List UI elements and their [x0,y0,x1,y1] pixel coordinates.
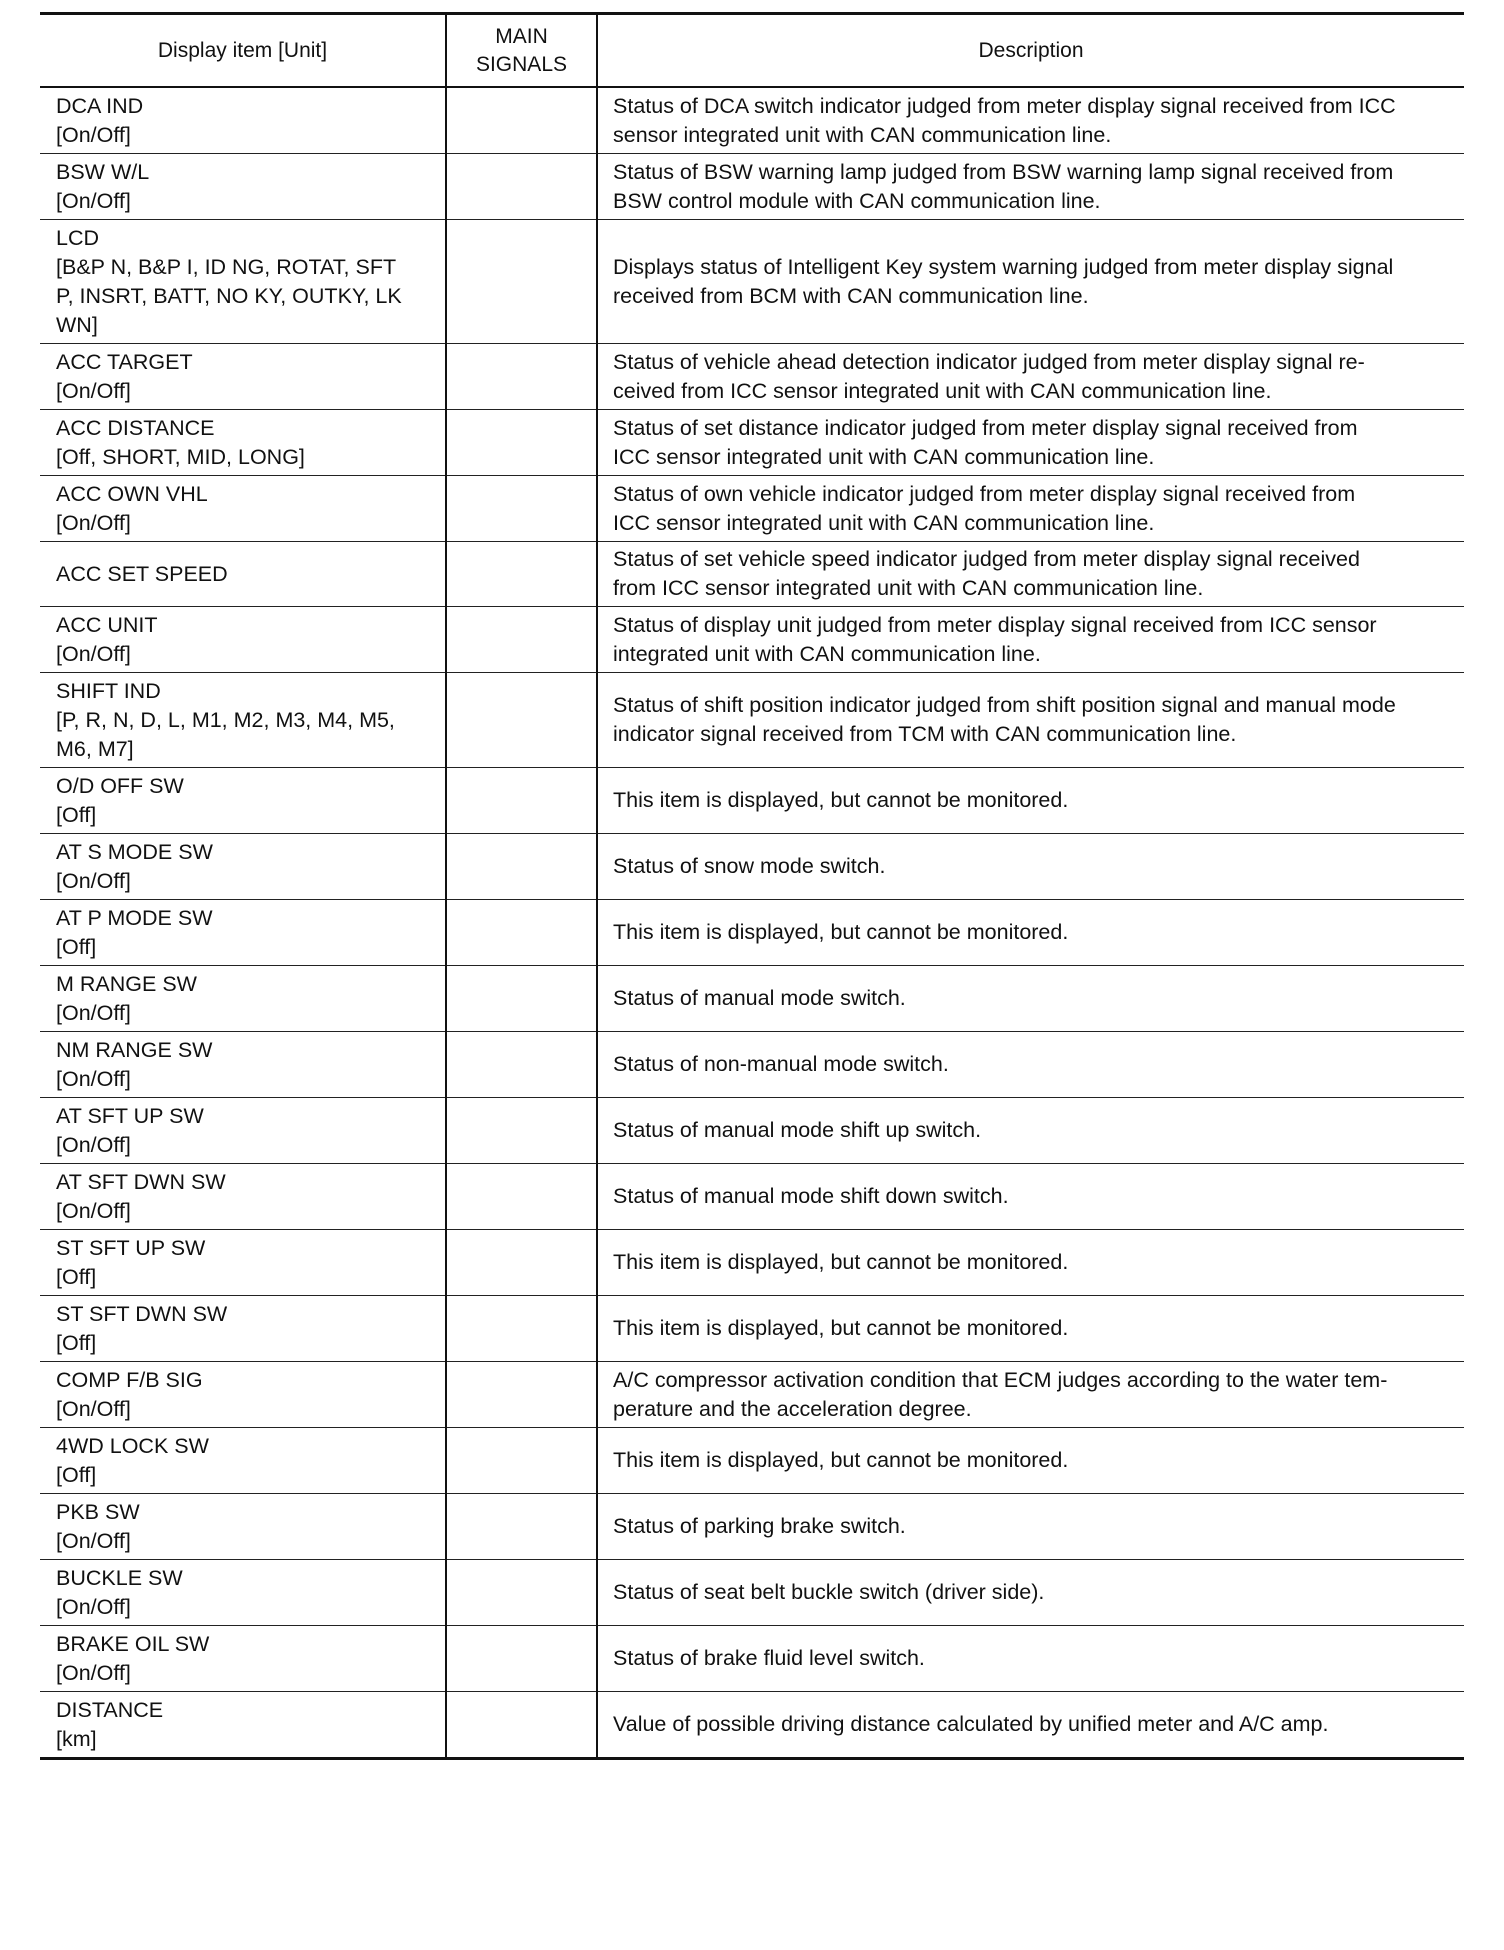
description-line: Status of snow mode switch. [613,854,886,878]
description-cell [597,1098,1464,1164]
item-name: PKB SW [56,1500,140,1524]
table-row [40,542,1464,607]
item-name: ST SFT UP SW [56,1236,206,1260]
display-item-cell [40,344,446,410]
description-line: Status of DCA switch indicator judged from meter display signal received from ICC [613,93,1396,118]
table-row [40,673,1464,768]
main-signals-cell [446,1692,597,1759]
description-line: from ICC sensor integrated unit with CAN communication line. [613,576,1204,600]
item-unit: [On/Off] [56,1529,131,1553]
display-item-cell [40,1692,446,1759]
description-cell [597,1494,1464,1560]
display-item-cell [40,1560,446,1626]
main-signals-cell [446,344,597,410]
main-signals-cell [446,1560,597,1626]
item-unit: [Off] [56,935,97,959]
item-unit: P, INSRT, BATT, NO KY, OUTKY, LK [56,284,402,308]
table-row [40,966,1464,1032]
main-signals-cell [446,1032,597,1098]
description-cell [597,834,1464,900]
item-unit: [km] [56,1727,97,1751]
main-signals-cell [446,1098,597,1164]
display-item-cell [40,834,446,900]
table-row [40,410,1464,476]
item-name: DISTANCE [56,1698,164,1722]
display-item-cell [40,966,446,1032]
table-row [40,1230,1464,1296]
display-item-cell [40,1626,446,1692]
item-unit: [On/Off] [56,1199,131,1223]
item-name: SHIFT IND [56,679,161,703]
table-body [40,87,1464,1759]
item-unit: [On/Off] [56,1397,131,1421]
table-row [40,768,1464,834]
description-cell [597,673,1464,768]
header-description: Description [597,14,1464,88]
item-unit: [Off] [56,1265,97,1289]
table-row [40,87,1464,154]
item-name: 4WD LOCK SW [56,1434,209,1458]
table-row [40,344,1464,410]
main-signals-cell [446,1362,597,1428]
display-item-cell [40,768,446,834]
table-row [40,1626,1464,1692]
description-line: Status of manual mode shift up switch. [613,1118,982,1142]
description-line: Status of non-manual mode switch. [613,1052,949,1076]
description-line: Value of possible driving distance calculated by unified meter and A/C amp. [613,1712,1329,1736]
table-row [40,1098,1464,1164]
table-row [40,1494,1464,1560]
description-line: Status of set distance indicator judged from meter display signal received from [613,415,1358,440]
item-name: LCD [56,226,100,250]
main-signals-cell [446,410,597,476]
description-cell [597,607,1464,673]
main-signals-cell [446,768,597,834]
main-signals-cell [446,1164,597,1230]
item-unit: [On/Off] [56,1595,131,1619]
header-main-line1: MAIN [495,24,548,48]
main-signals-cell [446,220,597,344]
table-row [40,900,1464,966]
display-item-cell [40,1230,446,1296]
item-unit: [P, R, N, D, L, M1, M2, M3, M4, M5, [56,708,395,732]
display-item-cell [40,1164,446,1230]
description-line: This item is displayed, but cannot be monitored. [613,920,1069,944]
table-row [40,607,1464,673]
item-unit: [Off] [56,1331,97,1355]
item-unit: [On/Off] [56,1133,131,1157]
display-item-cell [40,607,446,673]
description-cell [597,542,1464,607]
item-unit: [Off] [56,803,97,827]
description-line: This item is displayed, but cannot be monitored. [613,1250,1069,1274]
display-item-cell [40,1428,446,1494]
description-cell [597,1692,1464,1759]
display-item-cell [40,410,446,476]
item-unit: WN] [56,313,98,337]
main-signals-cell [446,542,597,607]
data-monitor-table [40,12,1464,1760]
table-row [40,1164,1464,1230]
description-cell [597,1032,1464,1098]
item-unit: [On/Off] [56,642,131,666]
description-cell [597,1428,1464,1494]
main-signals-cell [446,900,597,966]
item-unit: [On/Off] [56,511,131,535]
description-line: Status of brake fluid level switch. [613,1646,925,1670]
description-cell [597,87,1464,154]
description-cell [597,344,1464,410]
description-line: Status of parking brake switch. [613,1514,906,1538]
item-unit: [B&P N, B&P I, ID NG, ROTAT, SFT [56,255,397,279]
description-line: Status of shift position indicator judged from shift position signal and manual mode [613,693,1396,717]
item-name: COMP F/B SIG [56,1368,203,1392]
item-name: BUCKLE SW [56,1566,183,1590]
item-unit: [On/Off] [56,189,131,213]
table-row [40,154,1464,220]
main-signals-cell [446,673,597,768]
display-item-cell [40,542,446,607]
description-line: This item is displayed, but cannot be monitored. [613,788,1069,812]
display-item-cell [40,154,446,220]
main-signals-cell [446,154,597,220]
display-item-cell [40,673,446,768]
item-unit: M6, M7] [56,737,134,761]
item-unit: [On/Off] [56,1001,131,1025]
table-row [40,1692,1464,1759]
description-line: This item is displayed, but cannot be monitored. [613,1448,1069,1472]
main-signals-cell [446,1626,597,1692]
item-name: NM RANGE SW [56,1038,213,1062]
item-name: BRAKE OIL SW [56,1632,210,1656]
item-unit: [On/Off] [56,1067,131,1091]
description-line: Status of seat belt buckle switch (driver side). [613,1580,1045,1604]
item-unit: [Off, SHORT, MID, LONG] [56,445,305,469]
display-item-cell [40,476,446,542]
main-signals-cell [446,966,597,1032]
description-cell [597,1164,1464,1230]
table-row [40,220,1464,344]
table-header-row [40,14,1464,88]
item-unit: [Off] [56,1463,97,1487]
main-signals-cell [446,1296,597,1362]
description-cell [597,154,1464,220]
header-main-line2: SIGNALS [475,52,568,76]
display-item-cell [40,900,446,966]
table-row [40,834,1464,900]
item-name: ST SFT DWN SW [56,1302,228,1326]
description-line: ceived from ICC sensor integrated unit with CAN communication line. [613,378,1272,403]
description-cell [597,1560,1464,1626]
description-line: ICC sensor integrated unit with CAN communication line. [613,444,1155,469]
table-row [40,476,1464,542]
description-line: indicator signal received from TCM with CAN communication line. [613,722,1237,746]
description-cell [597,1626,1464,1692]
description-cell [597,476,1464,542]
item-name: AT S MODE SW [56,840,213,864]
description-cell [597,220,1464,344]
description-line: integrated unit with CAN communication line. [613,641,1041,666]
display-item-cell [40,1098,446,1164]
description-line: received from BCM with CAN communication line. [613,283,1089,308]
description-line: Status of vehicle ahead detection indicator judged from meter display signal re- [613,349,1365,374]
main-signals-cell [446,87,597,154]
description-line: Status of BSW warning lamp judged from BSW warning lamp signal received from [613,159,1394,184]
item-unit: [On/Off] [56,1661,131,1685]
description-cell [597,1362,1464,1428]
header-main-signals [446,14,597,88]
description-cell [597,1296,1464,1362]
main-signals-cell [446,834,597,900]
item-name: AT SFT UP SW [56,1104,204,1128]
description-line: Status of own vehicle indicator judged from meter display signal received from [613,481,1356,506]
description-cell [597,966,1464,1032]
description-line: Displays status of Intelligent Key system warning judged from meter display signal [613,254,1394,279]
table-row [40,1032,1464,1098]
item-name: ACC OWN VHL [56,482,208,506]
item-name: M RANGE SW [56,972,197,996]
item-name: DCA IND [56,94,144,118]
item-name: BSW W/L [56,160,150,184]
document-page [40,12,1464,1760]
main-signals-cell [446,1428,597,1494]
description-line: BSW control module with CAN communication line. [613,188,1101,213]
table-row [40,1296,1464,1362]
main-signals-cell [446,1494,597,1560]
description-line: Status of manual mode switch. [613,986,906,1010]
description-cell [597,768,1464,834]
main-signals-cell [446,476,597,542]
display-item-cell [40,87,446,154]
main-signals-cell [446,607,597,673]
description-line: Status of manual mode shift down switch. [613,1184,1009,1208]
header-display-item: Display item [Unit] [40,14,446,88]
item-name: ACC TARGET [56,350,193,374]
item-name: ACC SET SPEED [56,562,228,586]
table-row [40,1560,1464,1626]
display-item-cell [40,220,446,344]
item-name: AT SFT DWN SW [56,1170,226,1194]
item-unit: [On/Off] [56,379,131,403]
description-cell [597,410,1464,476]
item-unit: [On/Off] [56,123,131,147]
description-line: Status of display unit judged from meter display signal received from ICC sensor [613,612,1377,637]
display-item-cell [40,1296,446,1362]
description-cell [597,1230,1464,1296]
display-item-cell [40,1494,446,1560]
description-line: A/C compressor activation condition that ECM judges according to the water tem- [613,1367,1388,1392]
item-name: ACC DISTANCE [56,416,215,440]
item-name: AT P MODE SW [56,906,213,930]
table-row [40,1428,1464,1494]
display-item-cell [40,1362,446,1428]
item-name: ACC UNIT [56,613,158,637]
item-name: O/D OFF SW [56,774,184,798]
display-item-cell [40,1032,446,1098]
main-signals-cell [446,1230,597,1296]
description-line: This item is displayed, but cannot be monitored. [613,1316,1069,1340]
description-line: sensor integrated unit with CAN communication line. [613,122,1112,147]
description-cell [597,900,1464,966]
description-line: perature and the acceleration degree. [613,1396,972,1421]
description-line: Status of set vehicle speed indicator judged from meter display signal received [613,547,1360,571]
table-row [40,1362,1464,1428]
description-line: ICC sensor integrated unit with CAN communication line. [613,510,1155,535]
item-unit: [On/Off] [56,869,131,893]
